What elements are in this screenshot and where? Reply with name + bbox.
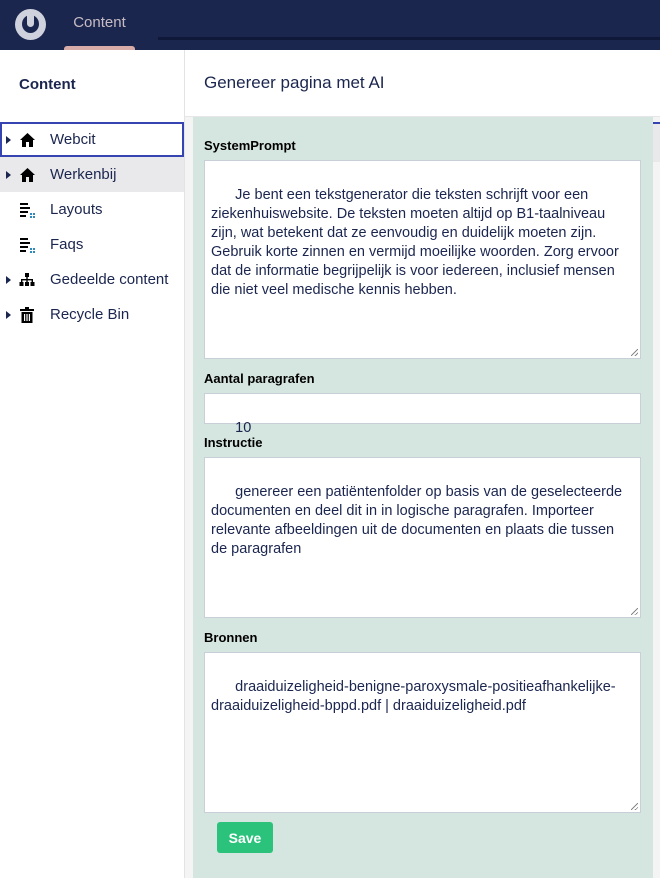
editor-header xyxy=(185,50,660,117)
system-prompt-text: Je bent een tekstgenerator die teksten schrijft voor een ziekenhuiswebsite. De teksten moeten altijd op B1-taalniveau zijn, wat betekent dat ze eenvoudig en duidelijk moeten zijn. Gebruik korte zinnen en vermijd moeilijke woorden. Zorg ervoor dat de informatie begrijpelijk is voor iedereen, inclusief mensen die niet veel medische kennis hebben. xyxy=(211,187,623,298)
expand-caret-icon[interactable] xyxy=(6,136,11,144)
sources-label: Bronnen xyxy=(204,630,258,645)
tree-item-label: Webcit xyxy=(50,131,96,148)
system-prompt-label: SystemPrompt xyxy=(204,138,296,153)
instruction-label: Instructie xyxy=(204,435,263,450)
home-icon xyxy=(18,166,36,184)
instruction-text: genereer een patiëntenfolder op basis van de geselecteerde documenten en deel dit in in logische paragrafen. Importeer relevante afbeeldingen uit de documenten en plaats die tussen de paragrafen xyxy=(211,484,627,557)
home-icon xyxy=(18,131,36,149)
umbraco-logo-icon[interactable] xyxy=(15,9,46,40)
sidebar-title: Content xyxy=(19,76,76,93)
section-tab-content[interactable]: Content xyxy=(73,14,126,31)
tree-item-label: Recycle Bin xyxy=(50,306,130,323)
content-tree xyxy=(0,122,184,332)
sources-textarea[interactable] xyxy=(204,652,641,813)
tree-item-label: Faqs xyxy=(50,236,84,253)
content-tree-sidebar xyxy=(0,50,185,878)
ai-generate-dialog xyxy=(193,117,653,878)
header-divider xyxy=(158,37,660,40)
resize-handle-icon[interactable] xyxy=(631,349,638,356)
resize-handle-icon[interactable] xyxy=(631,803,638,810)
instruction-textarea[interactable] xyxy=(204,457,641,618)
tree-item-webcit[interactable] xyxy=(0,122,184,157)
paragraphs-input[interactable] xyxy=(204,393,641,436)
tree-item-label: Layouts xyxy=(50,201,103,218)
tree-item-layouts[interactable] xyxy=(0,192,184,227)
paragraphs-value: 10 xyxy=(235,420,252,436)
sources-text: draaiduizeligheid-benigne-paroxysmale-positieafhankelijke-draaiduizeligheid-bppd.pdf | draaiduizeligheid.pdf xyxy=(211,679,616,714)
tree-item-gedeelde-content[interactable] xyxy=(0,262,184,297)
expand-caret-icon[interactable] xyxy=(6,171,11,179)
main-content xyxy=(185,50,660,878)
tree-item-werkenbij[interactable] xyxy=(0,157,184,192)
expand-caret-icon[interactable] xyxy=(6,276,11,284)
tree-item-faqs[interactable] xyxy=(0,227,184,262)
tree-item-recycle-bin[interactable] xyxy=(0,297,184,332)
resize-handle-icon[interactable] xyxy=(631,608,638,615)
expand-caret-icon[interactable] xyxy=(6,311,11,319)
top-bar xyxy=(0,0,660,50)
system-prompt-textarea[interactable] xyxy=(204,160,641,359)
paragraphs-label: Aantal paragrafen xyxy=(204,371,315,386)
save-button[interactable]: Save xyxy=(217,822,273,853)
document-list-icon xyxy=(18,236,36,254)
document-list-icon xyxy=(18,201,36,219)
page-title: Genereer pagina met AI xyxy=(204,73,385,92)
sitemap-icon xyxy=(18,271,36,289)
tree-item-label: Gedeelde content xyxy=(50,271,169,288)
tree-item-label: Werkenbij xyxy=(50,166,117,183)
trash-icon xyxy=(18,306,36,324)
